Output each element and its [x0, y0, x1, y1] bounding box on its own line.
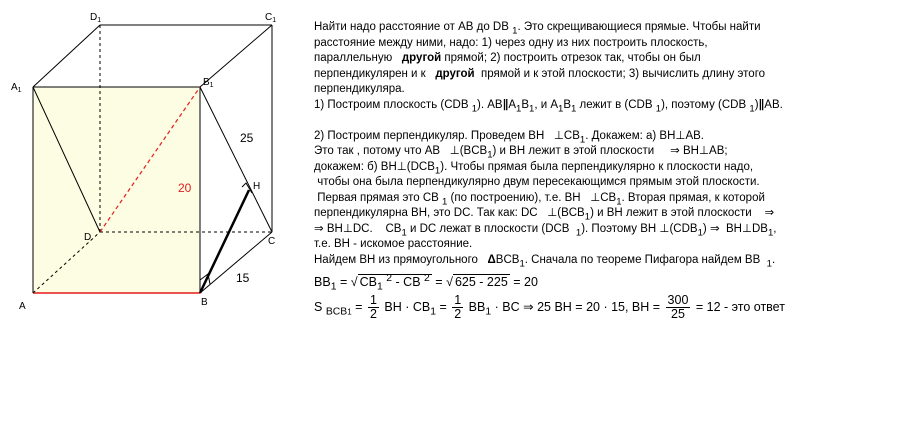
label-d: D: [84, 232, 92, 243]
step1-line: 1) Построим плоскость (CDB $_1$). $AB\parallel A_1B_1$, и $A_1B_1$ лежит в (CDB $_1$), поэтому (CDB $_1$)∥AB.: [314, 98, 783, 114]
intro-line-3: параллельную другой прямой; 2) построить отрезок так, чтобы он был: [314, 52, 701, 64]
label-c: C: [268, 236, 276, 247]
label-h: H: [253, 181, 261, 192]
step2-line-5: Первая прямая это CB $_1$ (по построению), т.е. BH $\perp CB_1$. Вторая прямая, к которой: [317, 191, 765, 207]
solution-text: [314, 20, 909, 324]
step2-line-3: докажем: б) $BH\perp(DCB_1)$. Чтобы прямая была перпендикулярно к плоскости надо,: [314, 160, 754, 176]
step2-line-8: т.е. BH - искомое расстояние.: [314, 238, 473, 250]
label-b1: $B_1$: [203, 77, 214, 89]
step2-line-7: ⇒ BH⊥DC. $CB_1$ и DC лежат в плоскости (DCB $_1$). Поэтому BH $\perp(CDB_1)$ ⇒ $BH\perp DB_1$,: [314, 222, 777, 238]
length-20: 20: [178, 181, 192, 195]
step2-line-1: 2) Построим перпендикуляр. Проведем BH $\perp CB_1$. Докажем: а) BH⊥AB.: [314, 129, 704, 145]
intro-line-4: перпендикулярен и к другой прямой и к этой плоскости; 3) вычислить длину этого: [314, 67, 766, 80]
length-25: 25: [240, 131, 254, 145]
step2-line-2: Это так , потому что AB $\perp(BCB_1)$ и BH лежит в этой плоскости ⇒ BH⊥AB;: [314, 145, 728, 161]
label-c1: $C_1$: [265, 12, 277, 24]
edge-a1-d1: [33, 25, 100, 87]
step2-line-4: чтобы она была перпендикулярно двум пересекающимся прямым этой плоскости.: [317, 176, 760, 188]
label-a1: $A_1$: [11, 82, 22, 94]
prism-figure: [0, 0, 310, 432]
step2-line-6: перпендикулярна BH, это DC. Так как: DC $\perp(BCB_1)$ и BH лежит в этой плоскости ⇒: [314, 207, 775, 223]
label-a: A: [19, 301, 26, 312]
label-b: B: [201, 297, 208, 308]
intro-line-1: Найти надо расстояние от AB до DB $_1$. Это скрещивающиеся прямые. Чтобы найти: [314, 21, 761, 37]
diagonal-b1-c: [200, 87, 272, 232]
step3-line: Найдем BH из прямоугольного $\Delta BCB_1$. Сначала по теореме Пифагора найдем BB $_1$.: [314, 253, 776, 269]
edge-b1-c1: [200, 25, 272, 87]
label-d1: $D_1$: [90, 12, 102, 24]
length-15: 15: [236, 271, 250, 285]
intro-line-2: расстояние между ними, надо: 1) через одну из них построить плоскость,: [314, 36, 708, 49]
section-plane: [33, 87, 200, 293]
calc-bb1: $BB_1$ = √ $CB_1$ $^2$ - CB $^2$ = √ 625 - 225 = 20: [314, 273, 538, 293]
calc-area: S $_{BCB1}$ = $\frac{1}{2}$ BH · $CB_1$ = $\frac{1}{2}$ $BB_1$ · BC ⇒ 25 BH = 20 · 15, BH = $\frac{300}{25}$ = 12 - это ответ: [314, 293, 785, 322]
intro-line-5: перпендикуляра.: [314, 83, 405, 95]
